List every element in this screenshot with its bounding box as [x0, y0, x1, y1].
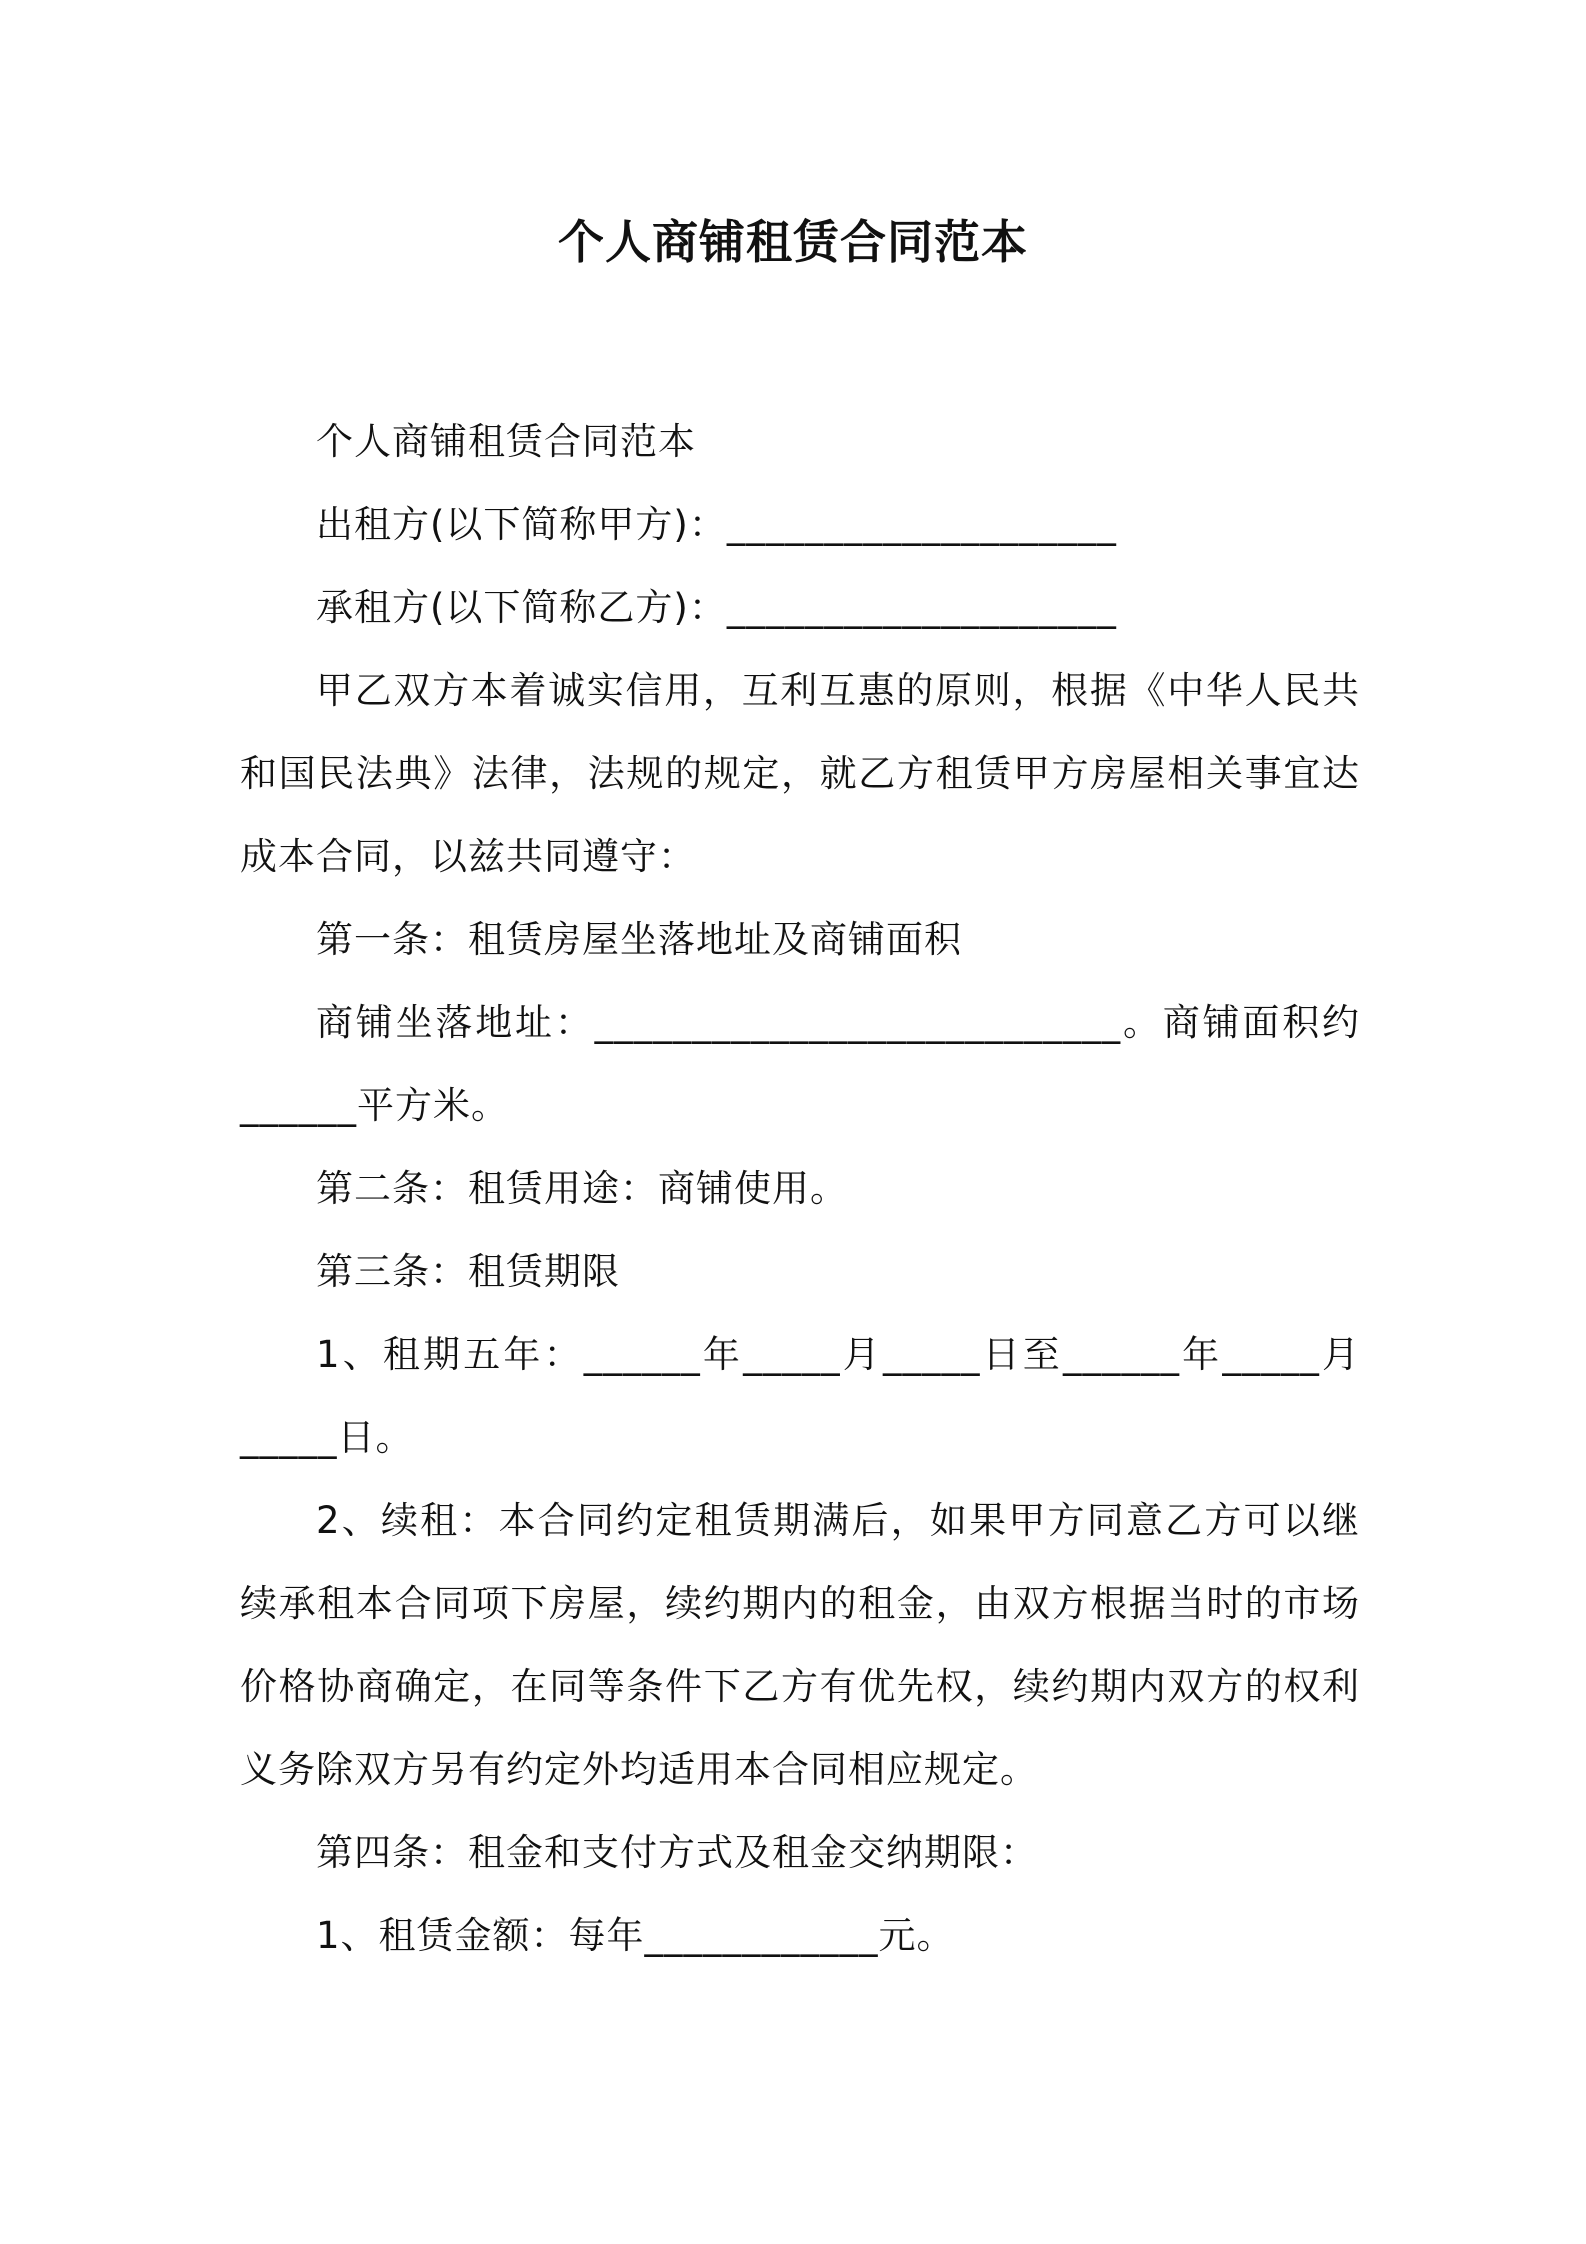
lessor-line: 出租方(以下简称甲方)：____________________	[316, 503, 1117, 546]
lessee-line: 承租方(以下简称乙方)：____________________	[316, 586, 1117, 629]
lease-term-paragraph: 1、租期五年：______年_____月_____日至______年_____月_____日。	[240, 1333, 1360, 1459]
article-3-heading: 第三条：租赁期限	[316, 1250, 620, 1293]
document-title: 个人商铺租赁合同范本	[558, 215, 1028, 269]
article-4-heading: 第四条：租金和支付方式及租金交纳期限：	[316, 1831, 1038, 1874]
document-body	[240, 400, 1360, 1977]
rent-amount-paragraph: 1、租赁金额：每年____________元。	[316, 1914, 955, 1957]
article-2-heading: 第二条：租赁用途：商铺使用。	[316, 1167, 848, 1210]
preamble-paragraph: 甲乙双方本着诚实信用，互利互惠的原则，根据《中华人民共和国民法典》法律，法规的规定，就乙方租赁甲方房屋相关事宜达成本合同，以兹共同遵守：	[240, 669, 1360, 878]
renewal-paragraph: 2、续租：本合同约定租赁期满后，如果甲方同意乙方可以继续承租本合同项下房屋，续约期内的租金，由双方根据当时的市场价格协商确定，在同等条件下乙方有优先权，续约期内双方的权利义务除双方另有约定外均适用本合同相应规定。	[240, 1499, 1360, 1791]
article-1-heading: 第一条：租赁房屋坐落地址及商铺面积	[316, 918, 962, 961]
shop-address-paragraph: 商铺坐落地址：___________________________。商铺面积约______平方米。	[240, 1001, 1360, 1127]
subtitle-paragraph: 个人商铺租赁合同范本	[316, 420, 696, 463]
